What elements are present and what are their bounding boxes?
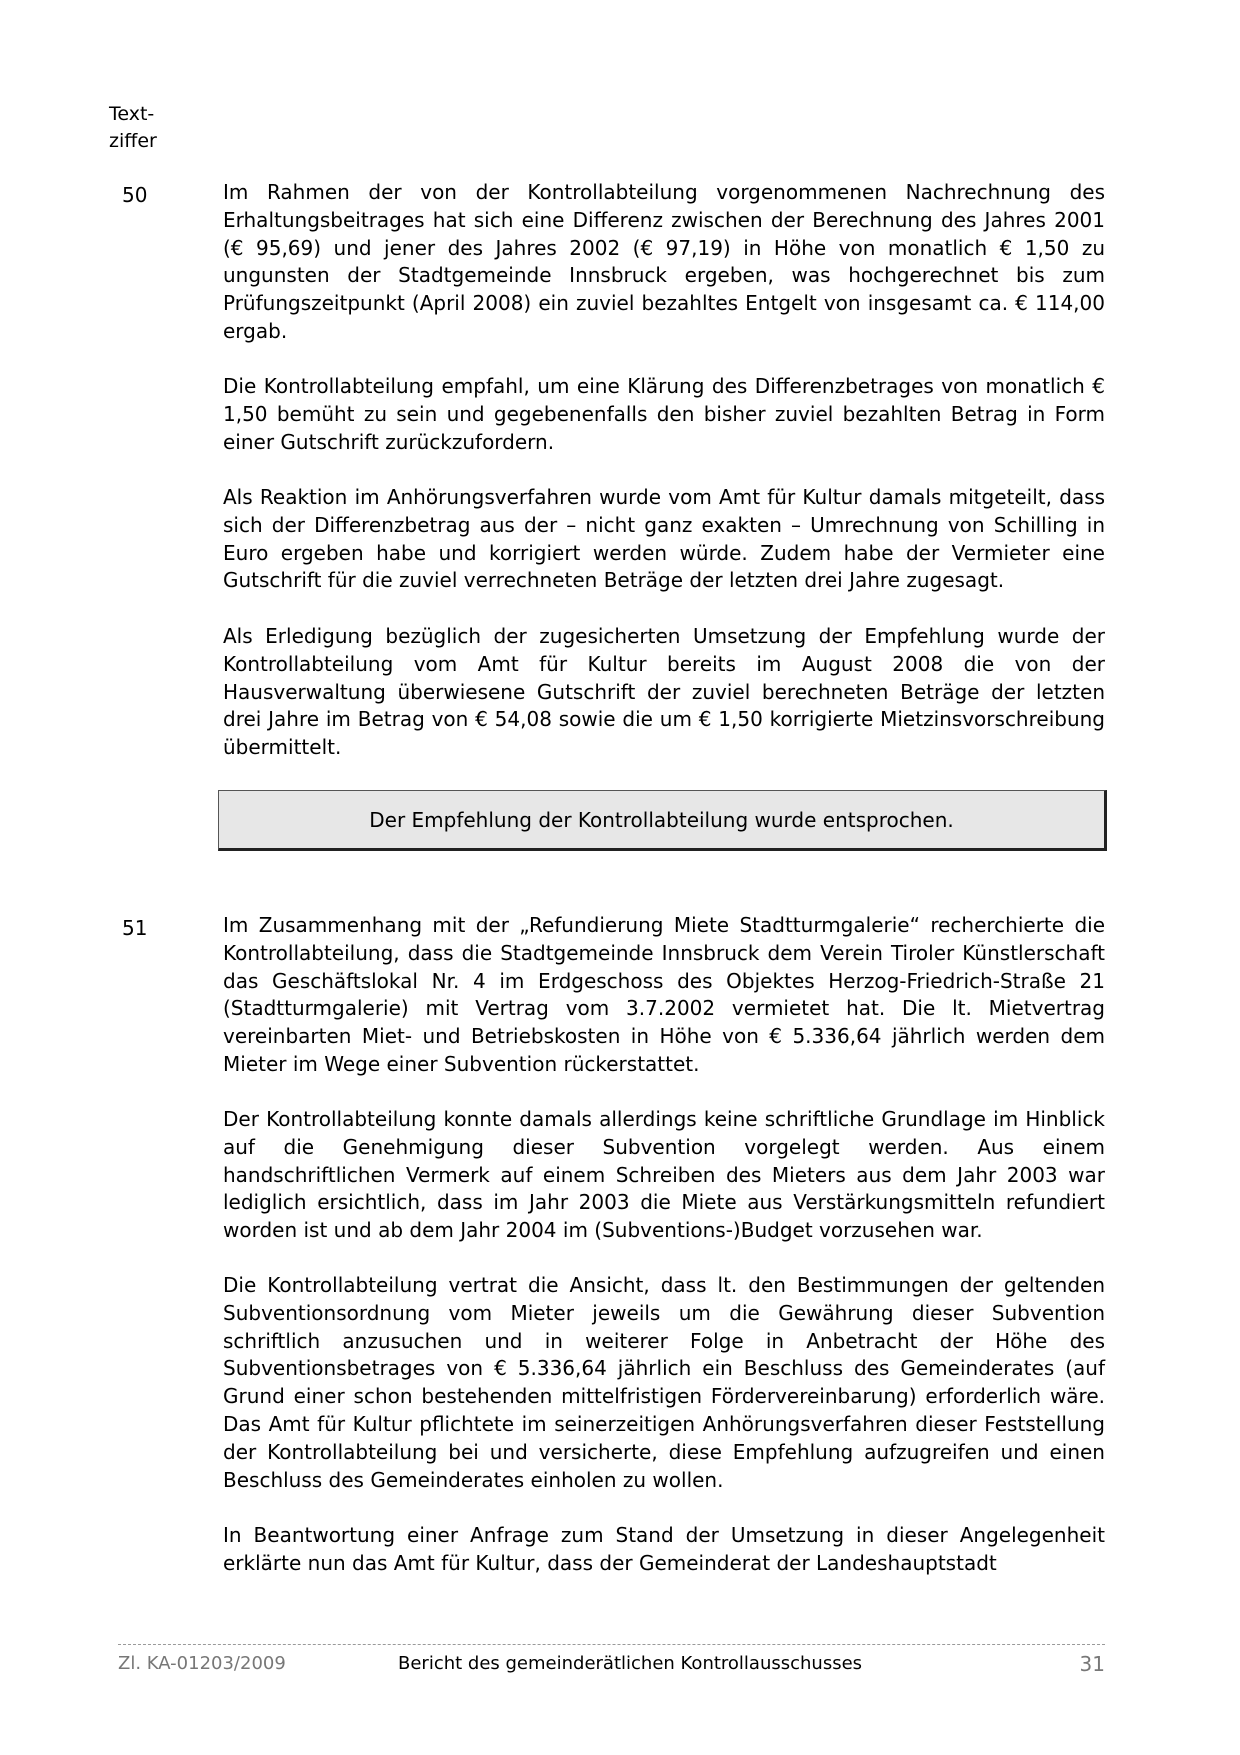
- section-51-paragraph-4: In Beantwortung einer Anfrage zum Stand der Umsetzung in dieser Angelegenheit erklärte nun das Amt für Kultur, dass der Gemeinderat der Landeshauptstadt: [223, 1523, 1105, 1575]
- footer-title: Bericht des gemeinderätlichen Kontrollausschusses: [398, 1653, 863, 1674]
- section-number: 50: [122, 183, 148, 207]
- footer-reference: Zl. KA-01203/2009: [118, 1653, 286, 1674]
- section-50-paragraph-4: Als Erledigung bezüglich der zugesicherten Umsetzung der Empfehlung wurde der Kontrollabteilung vom Amt für Kultur bereits im August 2008 die von der Hausverwaltung überwiesene Gutschrift der zuviel berechneten Beträge der letzten drei Jahre im Betrag von € 54,08 sowie die um € 1,50 korrigierte Mietzinsvorschreibung übermittelt.: [223, 624, 1105, 760]
- section-51-paragraph-2: Der Kontrollabteilung konnte damals allerdings keine schriftliche Grundlage im Hinblick auf die Genehmigung dieser Subvention vorgelegt werden. Aus einem handschriftlichen Vermerk auf einem Schreiben des Mieters aus dem Jahr 2003 war lediglich ersichtlich, dass im Jahr 2003 die Miete aus Verstärkungsmitteln refundiert worden ist und ab dem Jahr 2004 im (Subventions-)Budget vorzusehen war.: [223, 1107, 1105, 1243]
- margin-header: [109, 101, 189, 155]
- recommendation-callout-box: [218, 790, 1107, 851]
- section-50-paragraph-2: Die Kontrollabteilung empfahl, um eine Klärung des Differenzbetrages von monatlich € 1,50 bemüht zu sein und gegebenenfalls den bisher zuviel bezahlten Betrag in Form einer Gutschrift zurückzufordern.: [223, 374, 1105, 454]
- section-50-paragraph-3: Als Reaktion im Anhörungsverfahren wurde vom Amt für Kultur damals mitgeteilt, dass sich der Differenzbetrag aus der – nicht ganz exakten – Umrechnung von Schilling in Euro ergeben habe und korrigiert werden würde. Zudem habe der Vermieter eine Gutschrift für die zuviel verrechneten Beträge der letzten drei Jahre zugesagt.: [223, 485, 1105, 593]
- margin-header-line1: Text-: [109, 103, 155, 125]
- margin-header-line2: ziffer: [109, 130, 157, 152]
- page-footer: [118, 1651, 1105, 1677]
- section-51-paragraph-1: Im Zusammenhang mit der „Refundierung Miete Stadtturmgalerie“ recherchierte die Kontrollabteilung, dass die Stadtgemeinde Innsbruck dem Verein Tiroler Künstlerschaft das Geschäftslokal Nr. 4 im Erdgeschoss des Objektes Herzog-Friedrich-Straße 21 (Stadtturmgalerie) mit Vertrag vom 3.7.2002 vermietet hat. Die lt. Mietvertrag vereinbarten Miet- und Betriebskosten in Höhe von € 5.336,64 jährlich werden dem Mieter im Wege einer Subvention rückerstattet.: [223, 913, 1105, 1076]
- section-51-paragraph-3: Die Kontrollabteilung vertrat die Ansicht, dass lt. den Bestimmungen der geltenden Subventionsordnung vom Mieter jeweils um die Gewährung dieser Subvention schriftlich anzusuchen und in weiterer Folge in Anbetracht der Höhe des Subventionsbetrages von € 5.336,64 jährlich ein Beschluss des Gemeinderates (auf Grund einer schon bestehenden mittelfristigen Fördervereinbarung) erforderlich wäre. Das Amt für Kultur pflichtete im seinerzeitigen Anhörungsverfahren dieser Feststellung der Kontrollabteilung bei und versicherte, diese Empfehlung aufzugreifen und einen Beschluss des Gemeinderates einholen zu wollen.: [223, 1273, 1105, 1492]
- footer-divider: [118, 1644, 1105, 1645]
- section-number: 51: [122, 916, 148, 940]
- footer-page-number: 31: [1079, 1652, 1105, 1676]
- recommendation-callout-text: Der Empfehlung der Kontrollabteilung wurde entsprochen.: [369, 807, 954, 832]
- section-50-paragraph-1: Im Rahmen der von der Kontrollabteilung vorgenommenen Nachrechnung des Erhaltungsbeitrages hat sich eine Differenz zwischen der Berechnung des Jahres 2001 (€ 95,69) und jener des Jahres 2002 (€ 97,19) in Höhe von monatlich € 1,50 zu ungunsten der Stadtgemeinde Innsbruck ergeben, was hochgerechnet bis zum Prüfungszeitpunkt (April 2008) ein zuviel bezahltes Entgelt von insgesamt ca. € 114,00 ergab.: [223, 180, 1105, 343]
